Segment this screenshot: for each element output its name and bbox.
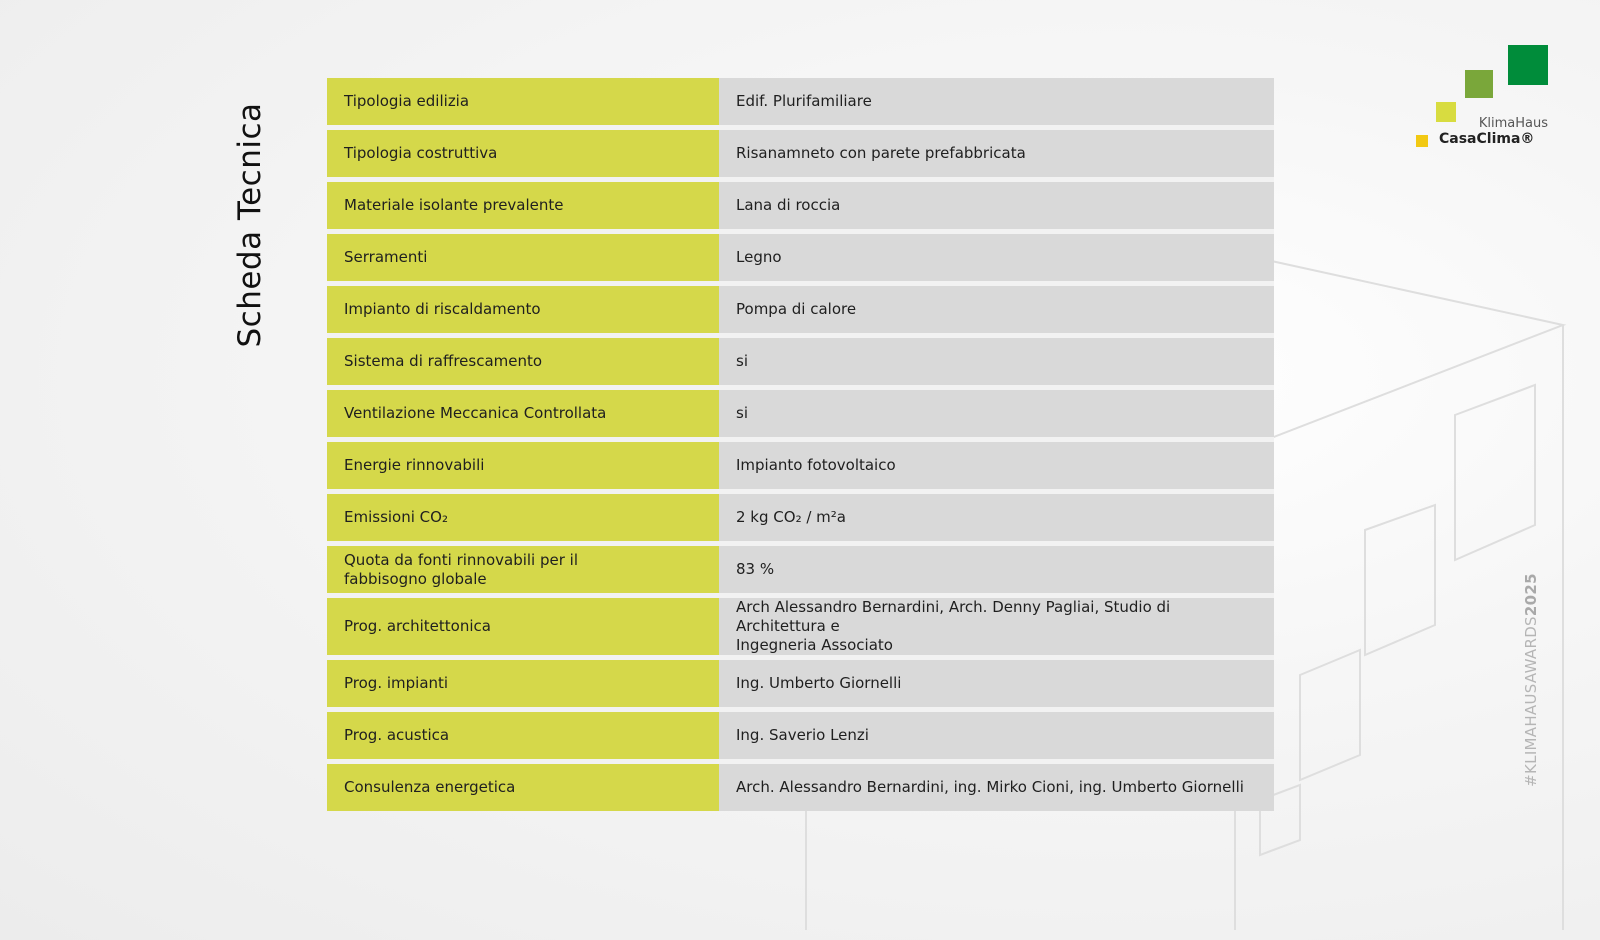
logo-square-green xyxy=(1465,70,1493,98)
row-label: Prog. architettonica xyxy=(327,598,719,660)
table-row xyxy=(327,182,1274,234)
row-value: Arch. Alessandro Bernardini, ing. Mirko Cioni, ing. Umberto Giornelli xyxy=(719,764,1274,811)
row-value: Ing. Saverio Lenzi xyxy=(719,712,1274,764)
table-row xyxy=(327,494,1274,546)
logo-square-yellow xyxy=(1416,135,1428,147)
table-row xyxy=(327,764,1274,811)
klimahaus-casaclima-logo xyxy=(1410,40,1570,160)
award-year: 2025 xyxy=(1522,573,1540,617)
row-value: Arch Alessandro Bernardini, Arch. Denny Pagliai, Studio di Architettura e Ingegneria Associato xyxy=(719,598,1274,660)
award-hashtag xyxy=(1522,573,1540,787)
table-row xyxy=(327,78,1274,130)
row-value: si xyxy=(719,390,1274,442)
page-title: Scheda Tecnica xyxy=(232,102,268,348)
logo-text-casaclima: CasaClima® xyxy=(1439,131,1535,147)
row-value: Pompa di calore xyxy=(719,286,1274,338)
table-row xyxy=(327,546,1274,598)
table-row xyxy=(327,442,1274,494)
table-row xyxy=(327,130,1274,182)
row-label: Prog. impianti xyxy=(327,660,719,712)
row-value: si xyxy=(719,338,1274,390)
table-row xyxy=(327,660,1274,712)
table-row xyxy=(327,390,1274,442)
row-value: Impianto fotovoltaico xyxy=(719,442,1274,494)
row-label: Consulenza energetica xyxy=(327,764,719,811)
row-label: Materiale isolante prevalente xyxy=(327,182,719,234)
table-row xyxy=(327,286,1274,338)
row-value: Edif. Plurifamiliare xyxy=(719,78,1274,130)
row-label: Quota da fonti rinnovabili per il fabbisogno globale xyxy=(327,546,719,598)
row-label: Tipologia costruttiva xyxy=(327,130,719,182)
logo-text-klimahaus: KlimaHaus xyxy=(1478,116,1548,131)
logo-square-yellow-green xyxy=(1436,102,1456,122)
row-label: Prog. acustica xyxy=(327,712,719,764)
row-label: Sistema di raffrescamento xyxy=(327,338,719,390)
row-value: Ing. Umberto Giornelli xyxy=(719,660,1274,712)
table-row xyxy=(327,234,1274,286)
row-label: Tipologia edilizia xyxy=(327,78,719,130)
row-label: Serramenti xyxy=(327,234,719,286)
technical-sheet-table xyxy=(327,78,1274,811)
row-label: Impianto di riscaldamento xyxy=(327,286,719,338)
row-value: Legno xyxy=(719,234,1274,286)
award-hashtag-text: #KLIMAHAUSAWARDS xyxy=(1522,616,1540,787)
row-value: Lana di roccia xyxy=(719,182,1274,234)
row-label: Ventilazione Meccanica Controllata xyxy=(327,390,719,442)
logo-square-dark-green xyxy=(1508,45,1548,85)
table-row xyxy=(327,338,1274,390)
row-label: Energie rinnovabili xyxy=(327,442,719,494)
row-label: Emissioni CO₂ xyxy=(327,494,719,546)
row-value: 83 % xyxy=(719,546,1274,598)
table-row xyxy=(327,712,1274,764)
table-row xyxy=(327,598,1274,660)
row-value: Risanamneto con parete prefabbricata xyxy=(719,130,1274,182)
row-value: 2 kg CO₂ / m²a xyxy=(719,494,1274,546)
